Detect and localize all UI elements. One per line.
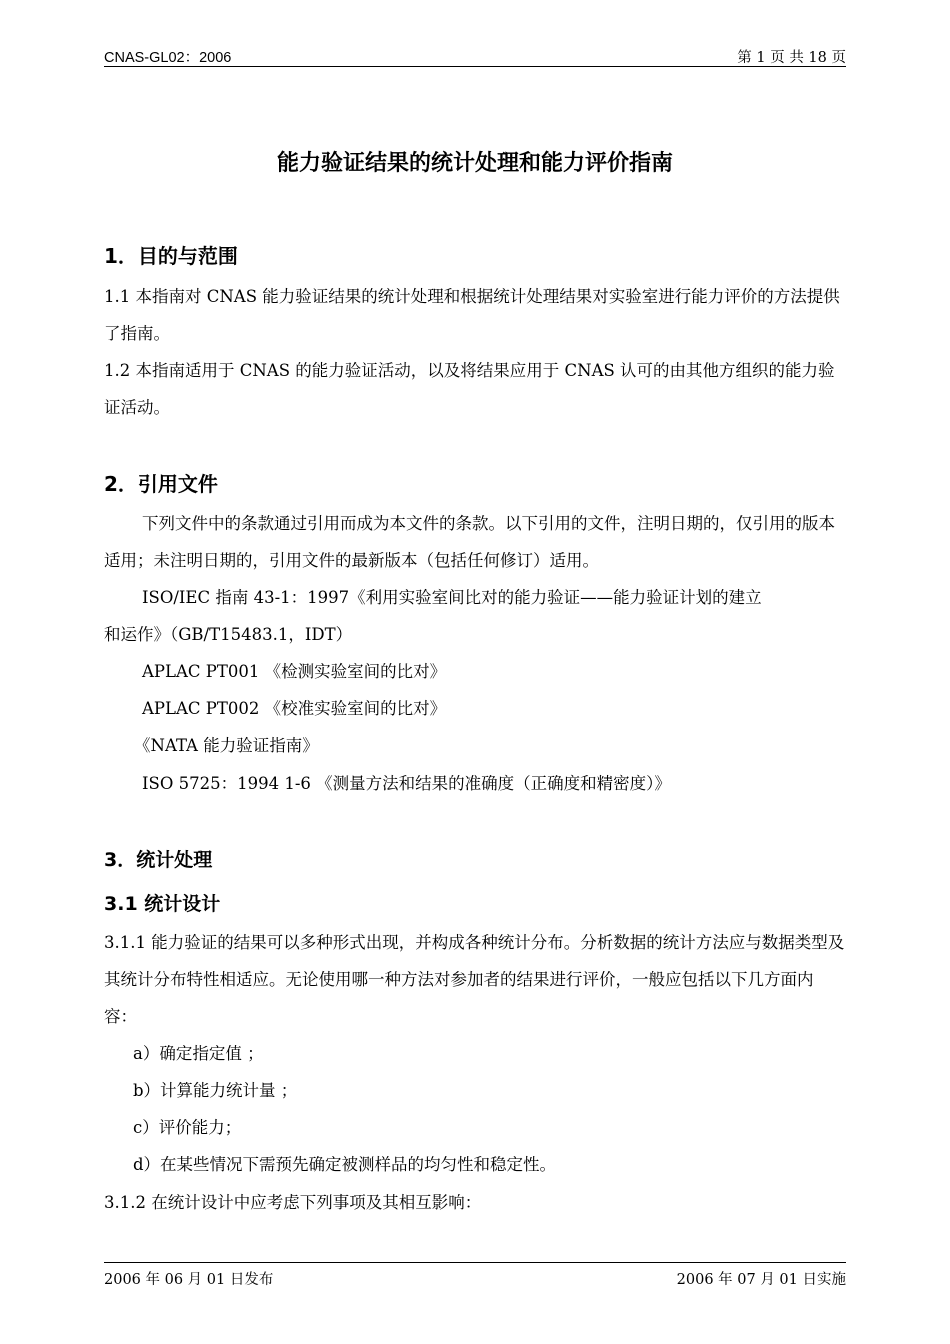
reference-iso-5725: ISO 5725：1994 1-6 《测量方法和结果的准确度（正确度和精密度）》 [142,774,671,793]
issue-date: 2006 年 06 月 01 日发布 [104,1272,274,1288]
references-intro: 下列文件中的条款通过引用而成为本文件的条款。以下引用的文件，注明日期的，仅引用的版本适用；未注明日期的，引用文件的最新版本（包括任何修订）适用。 [104,514,835,570]
page-header [104,46,846,67]
list-item-d: d）在某些情况下需预先确定被测样品的均匀性和稳定性。 [133,1155,557,1174]
paragraph-1-1: 1.1 本指南对 CNAS 能力验证结果的统计处理和根据统计处理结果对实验室进行能力评价的方法提供了指南。 [104,287,840,343]
page-info: 第 1 页 共 18 页 [737,50,846,66]
effective-date: 2006 年 07 月 01 日实施 [676,1272,846,1288]
doc-code: CNAS-GL02：2006 [104,50,232,66]
reference-aplac-pt002: APLAC PT002 《校准实验室间的比对》 [142,699,447,718]
list-item-a: a）确定指定值 ； [133,1044,264,1063]
reference-iso-iec-43-line1: ISO/IEC 指南 43-1：1997《利用实验室间比对的能力验证——能力验证计划的建立 [142,588,762,607]
paragraph-3-1-1: 3.1.1 能力验证的结果可以多种形式出现，并构成各种统计分布。分析数据的统计方法应与数据类型及其统计分布特性相适应。无论使用哪一种方法对参加者的结果进行评价，一般应包括以下几方面内容： [104,933,845,1026]
list-item-b: b）计算能力统计量 ； [133,1081,298,1100]
page-footer [104,1262,846,1289]
document-title: 能力验证结果的统计处理和能力评价指南 [276,151,673,176]
paragraph-1-2: 1.2 本指南适用于 CNAS 的能力验证活动，以及将结果应用于 CNAS 认可的由其他方组织的能力验证活动。 [104,361,835,417]
paragraph-3-1-2: 3.1.2 在统计设计中应考虑下列事项及其相互影响： [104,1193,482,1212]
section-3-heading: 3．统计处理 [104,849,213,871]
reference-nata: 《NATA 能力验证指南》 [134,736,319,755]
reference-aplac-pt001: APLAC PT001 《检测实验室间的比对》 [142,662,447,681]
subsection-3-1-heading: 3.1 统计设计 [104,893,221,915]
reference-iso-iec-43-line2: 和运作》（GB/T15483.1，IDT） [104,625,353,644]
section-1-heading: 1．目的与范围 [104,244,238,268]
section-2-heading: 2．引用文件 [104,472,218,496]
list-item-c: c）评价能力； [133,1118,242,1137]
